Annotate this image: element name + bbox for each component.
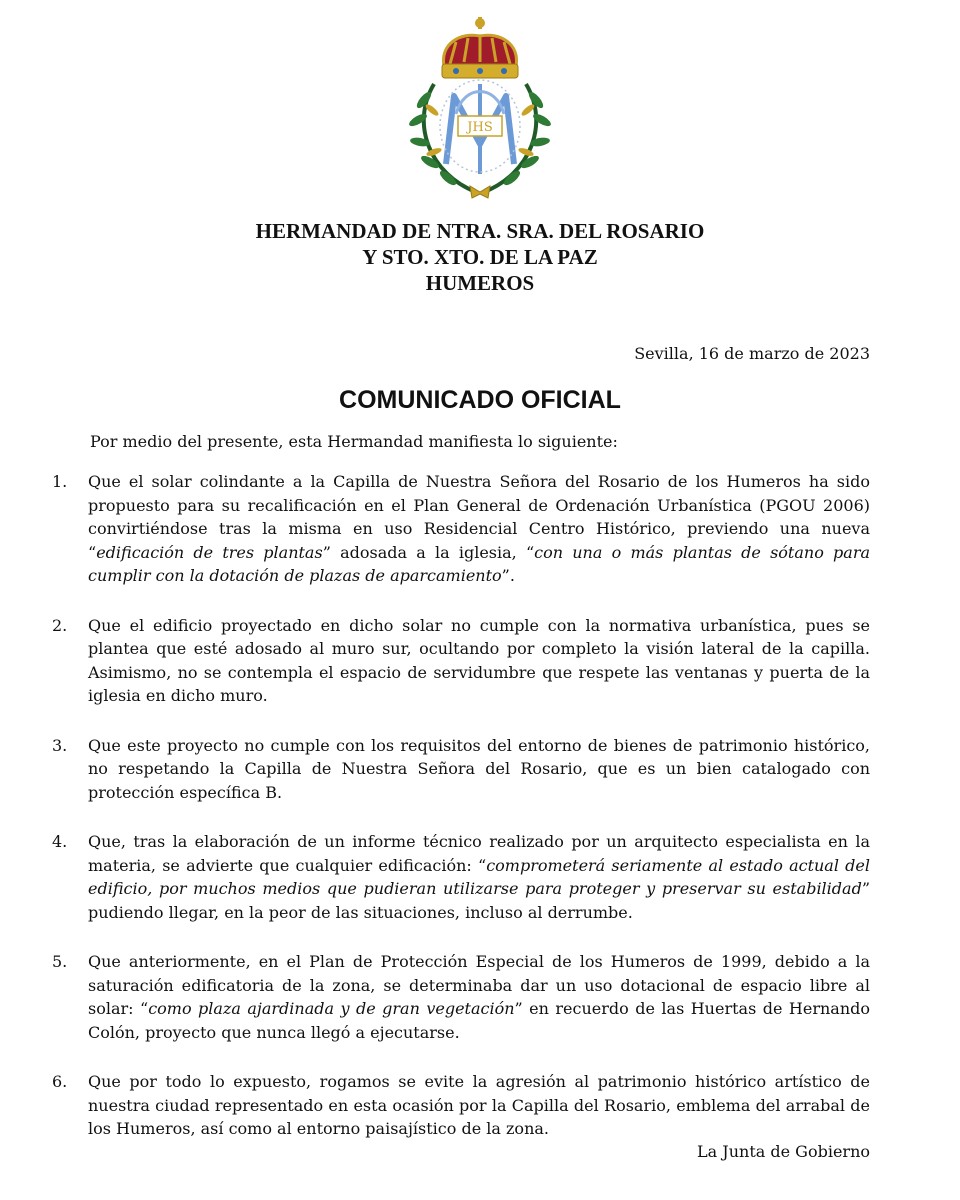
- intro-paragraph: Por medio del presente, esta Hermandad manifiesta lo siguiente:: [90, 432, 618, 451]
- brotherhood-name-line-2: Y STO. XTO. DE LA PAZ: [362, 245, 598, 269]
- statement-text-segment: Que este proyecto no cumple con los requisitos del entorno de bienes de patrimonio histórico, no respetando la Capilla de Nuestra Señora del Rosario, que es un bien catalogado con protección específica B.: [88, 735, 870, 802]
- statement-item: [52, 734, 870, 805]
- statement-number: 1.: [52, 472, 68, 491]
- statement-text-segment: Que anteriormente, en el Plan de Protección Especial de los Humeros de 1999, debido a la saturación edificatoria de la zona, se determinaba dar un uso dotacional de espacio libre al solar: “: [88, 952, 870, 1018]
- statement-number: 5.: [52, 952, 68, 971]
- quoted-text: como plaza ajardinada y de gran vegetación: [148, 999, 515, 1018]
- statement-text-segment: ” pudiendo llegar, en la peor de las situaciones, incluso al derrumbe.: [88, 879, 870, 922]
- statement-text: [88, 614, 870, 708]
- statement-text-segment: ” adosada a la iglesia, “: [322, 542, 535, 562]
- statement-item: [52, 830, 870, 924]
- statement-item: [52, 1070, 870, 1141]
- statement-text: [88, 830, 870, 924]
- statement-number: 3.: [52, 735, 68, 755]
- statement-text: [88, 950, 870, 1044]
- statement-number: 2.: [52, 615, 68, 635]
- brotherhood-name: [0, 218, 960, 296]
- statement-number: 4.: [52, 832, 68, 851]
- signature: La Junta de Gobierno: [697, 1142, 870, 1161]
- statement-text-segment: ” en recuerdo de las Huertas de Hernando Colón, proyecto que nunca llegó a ejecutarse.: [88, 999, 871, 1042]
- statement-item: [52, 470, 870, 588]
- statement-item: [52, 614, 870, 708]
- statement-text: [88, 1070, 870, 1141]
- statement-text-segment: Que por todo lo expuesto, rogamos se evite la agresión al patrimonio histórico artístico de nuestra ciudad representado en esta ocasión por la Capilla del Rosario, emblema del arrabal de los Humeros, así como al entorno paisajístico de la zona.: [88, 1072, 870, 1138]
- statement-text: [88, 734, 870, 805]
- statement-list: [52, 470, 870, 1167]
- statement-number: 6.: [52, 1072, 68, 1091]
- quoted-text: comprometerá seriamente al estado actual del edificio, por muchos medios que pudieran utilizarse para proteger y preservar su estabilidad: [88, 855, 870, 898]
- statement-item: [52, 950, 870, 1044]
- brotherhood-name-line-3: HUMEROS: [425, 271, 535, 295]
- document-date: Sevilla, 16 de marzo de 2023: [634, 344, 870, 363]
- document-title: COMUNICADO OFICIAL: [339, 386, 621, 414]
- brotherhood-name-line-1: HERMANDAD DE NTRA. SRA. DEL ROSARIO: [255, 219, 705, 243]
- statement-text-segment: Que, tras la elaboración de un informe técnico realizado por un arquitecto especialista en la materia, se advierte que cualquier edificación: “: [88, 832, 870, 875]
- statement-text-segment: Que el edificio proyectado en dicho solar no cumple con la normativa urbanística, pues se plantea que esté adosado al muro sur, ocultando por completo la visión lateral de la capilla. Asimismo, no se contempla el espacio de servidumbre que respete las ventanas y puerta de la iglesia en dicho muro.: [88, 615, 870, 705]
- statement-text-segment: ”.: [501, 566, 515, 585]
- quoted-text: edificación de tres plantas: [96, 542, 323, 562]
- svg-text:JHS: JHS: [467, 120, 493, 135]
- brotherhood-emblem-icon: [404, 14, 556, 204]
- statement-text-segment: Que el solar colindante a la Capilla de Nuestra Señora del Rosario de los Humeros ha sido propuesto para su recalificación en el Plan General de Ordenación Urbanística (PGOU 2006) convirtiéndose tras la misma en uso Residencial Centro Histórico, previendo una nueva “: [88, 472, 870, 562]
- statement-text: [88, 470, 870, 588]
- quoted-text: con una o más plantas de sótano para cumplir con la dotación de plazas de aparcamiento: [88, 542, 871, 585]
